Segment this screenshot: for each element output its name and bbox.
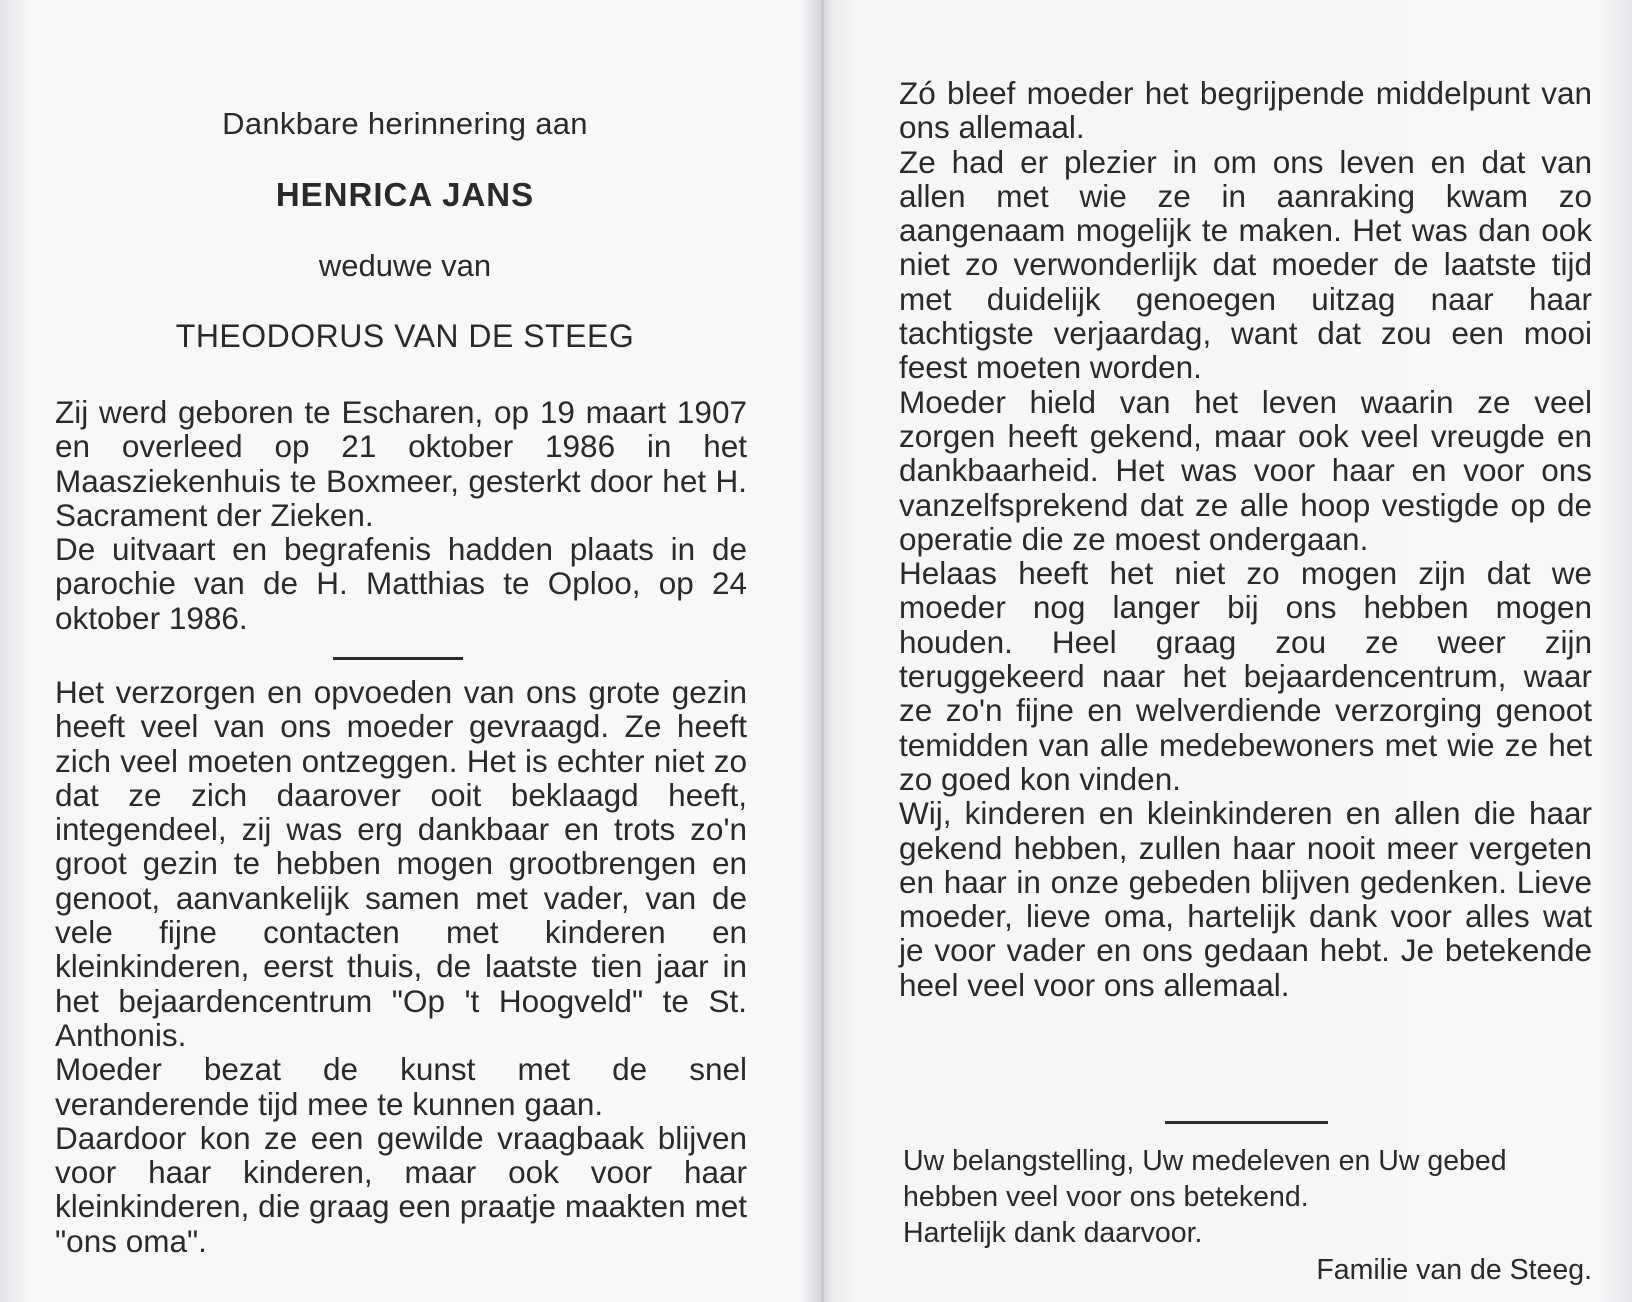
tribute-paragraph: Zó bleef moeder het begrijpende middelpunt van ons allemaal.	[899, 75, 1592, 146]
tribute-block-right	[899, 76, 1592, 1002]
tribute-paragraph: Moeder hield van het leven waarin ze veel zorgen heeft gekend, maar ook veel vreugde en dankbaarheid. Het was voor haar en voor ons vanzelfsprekend dat ze alle hoop vestigde op de operatie die ze moest ondergaan.	[899, 383, 1592, 557]
divider-rule	[1165, 1121, 1328, 1124]
birth-death-paragraph: Zij werd geboren te Escharen, op 19 maart 1907 en overleed op 21 oktober 1986 in het Maasziekenhuis te Boxmeer, gesterkt door het H. Sacrament der Zieken.	[55, 394, 747, 533]
tribute-paragraph: Wij, kinderen en kleinkinderen en allen die haar gekend hebben, zullen haar nooit meer vergeten en haar in onze gebeden blijven gedenken. Lieve moeder, lieve oma, hartelijk dank voor alles wat je voor vader en ons gedaan hebt. Je betekende heel veel voor ons allemaal.	[899, 795, 1592, 1003]
intro-line: Dankbare herinnering aan	[222, 106, 588, 141]
tribute-paragraph: Ze had er plezier in om ons leven en dat van allen met wie ze in aanraking kwam zo aangenaam mogelijk te maken. Het was dan ook niet zo verwonderlijk dat moeder de laatste tijd met duidelijk genoegen uitzag naar haar tachtigste verjaardag, want dat zou een mooi feest moeten worden.	[899, 143, 1592, 386]
funeral-paragraph: De uitvaart en begrafenis hadden plaats in de parochie van de H. Matthias te Oploo, op 24 oktober 1986.	[55, 531, 747, 636]
thanks-line: Uw belangstelling, Uw medeleven en Uw gebed hebben veel voor ons betekend.	[903, 1145, 1507, 1213]
divider-rule	[333, 657, 463, 660]
tribute-paragraph: Moeder bezat de kunst met de snel veranderende tijd mee te kunnen gaan.	[55, 1051, 747, 1122]
tribute-paragraph: Daardoor kon ze een gewilde vraagbaak blijven voor haar kinderen, maar ook voor haar kleinkinderen, die graag een praatje maakten met "ons oma".	[55, 1119, 747, 1259]
tribute-paragraph: Het verzorgen en opvoeden van ons grote gezin heeft veel van ons moeder gevraagd. Ze heeft zich veel moeten ontzeggen. Het is echter niet zo dat ze zich daarover ooit beklaagd heeft, integendeel, zij was erg dankbaar en trots zo'n groot gezin te hebben mogen grootbrengen en genoot, aanvankelijk samen met vader, van de vele fijne contacten met kinderen en kleinkinderen, eerst thuis, de laatste tien jaar in het bejaardencentrum "Op 't Hoogveld" te St. Anthonis.	[55, 674, 747, 1053]
deceased-name: HENRICA JANS	[275, 176, 535, 213]
tribute-block-left	[55, 675, 747, 1258]
thanks-line: Hartelijk dank daarvoor.	[903, 1217, 1203, 1249]
thanks-block	[903, 1143, 1603, 1251]
tribute-paragraph: Helaas heeft het niet zo mogen zijn dat we moeder nog langer bij ons hebben mogen houden. Heel graag zou ze weer zijn teruggekeerd naar het bejaardencentrum, waar ze zo'n fijne en welverdiende verzorging genoot temidden van alle medebewoners met wie ze het zo goed kon vinden.	[899, 555, 1592, 797]
widow-of-line: weduwe van	[318, 248, 492, 283]
biography-block	[55, 395, 747, 635]
husband-name: THEODORUS VAN DE STEEG	[175, 318, 635, 354]
family-signoff: Familie van de Steeg.	[1316, 1254, 1592, 1286]
